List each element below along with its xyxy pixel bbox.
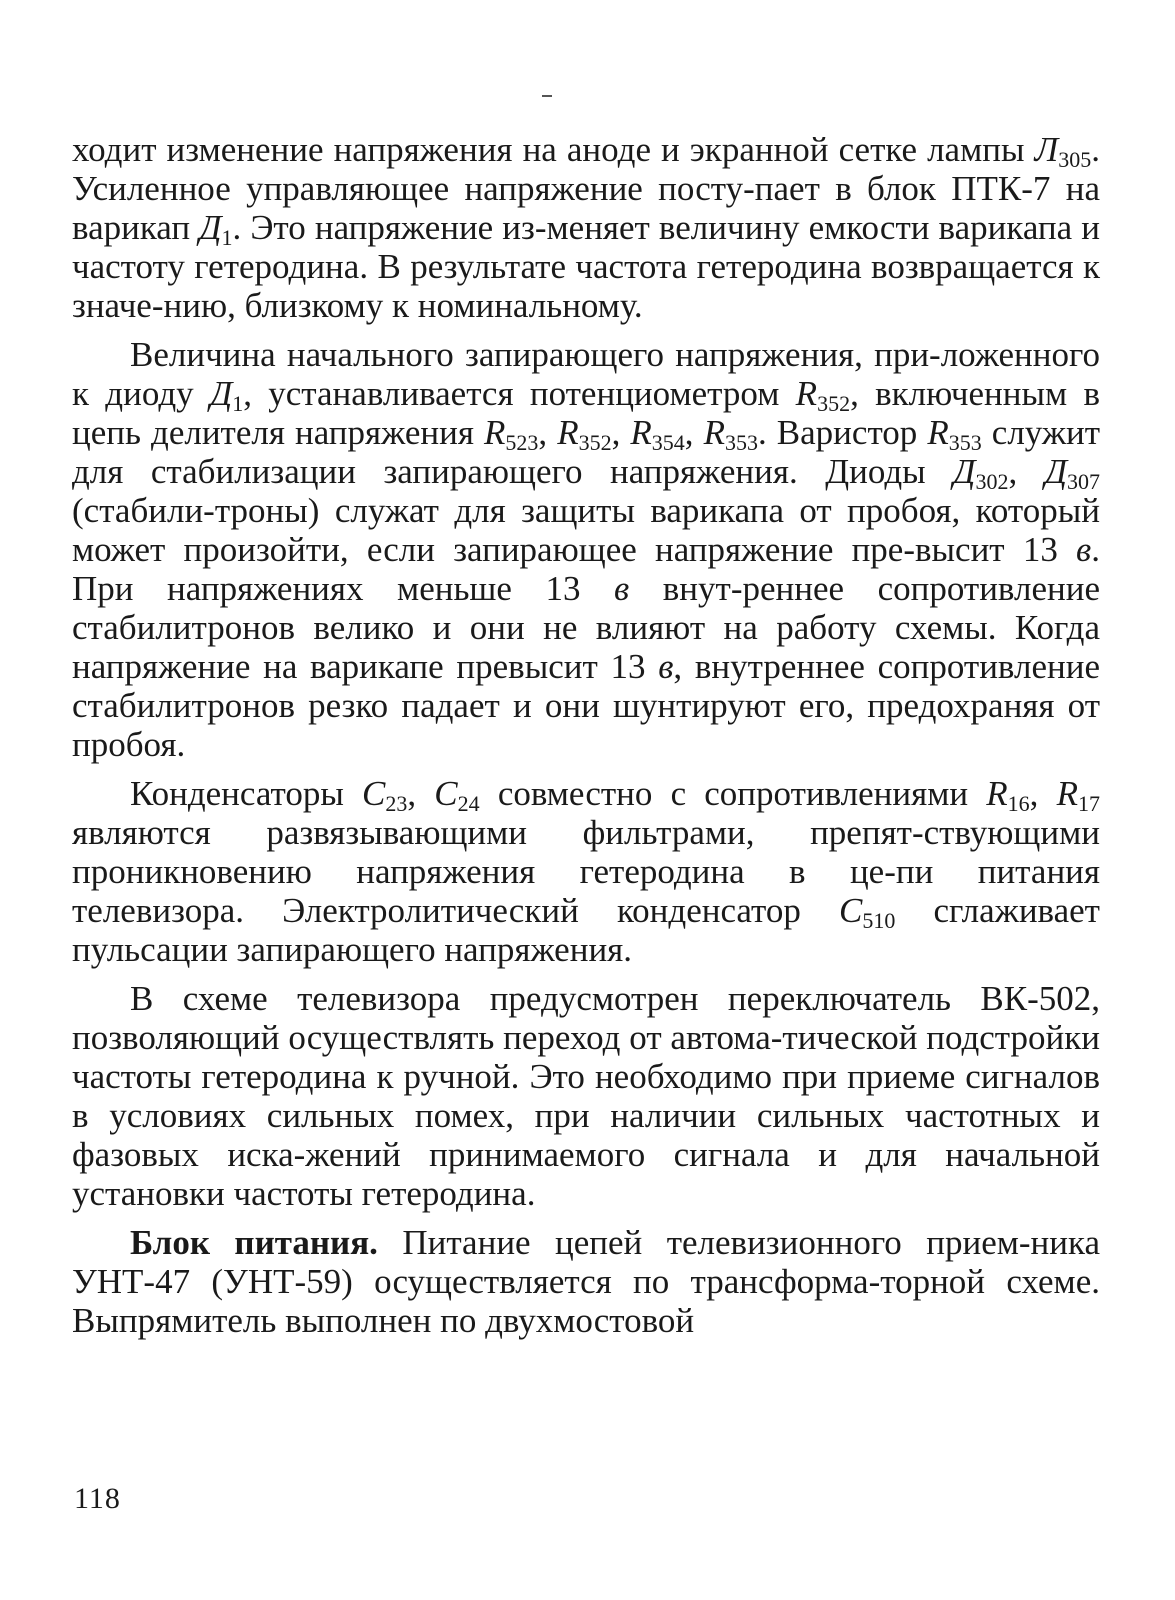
page-body [72,130,1100,1340]
scan-mark [542,95,552,97]
paragraph-5 [72,1223,1100,1340]
page-number: 118 [74,1482,121,1515]
paragraph-1: ходит изменение напряжения на аноде и экранной сетке лампы $Л_{305}$. Усиленное управляющее напряжение посту-​пает в блок ПТК-7 на варикап $Д_1$. Это напряжение из-​меняет величину емкости варикапа и частоту гетеродина. В результате частота гетеродина возвращается к значе-​нию, близкому к номинальному. [72,130,1101,325]
section-lead: Блок питания. [130,1223,378,1262]
paragraph-4: В схеме телевизора предусмотрен переключатель ВК-502, позволяющий осуществлять переход от автома-​тической подстройки частоты гетеродина к ручной. Это необходимо при приеме сигналов в условиях сильных помех, при наличии сильных частотных и фазовых иска-​жений принимаемого сигнала и для начальной установки частоты гетеродина. [72,979,1100,1213]
paragraph-2: Величина начального запирающего напряжения, при-​ложенного к диоду $Д_1$, устанавливается потенциометром $R_{352}$, включенным в цепь делителя напряжения $R_{523}$, $R_{352}$, $R_{354}$, $R_{353}$. Варистор $R_{353}$ служит для стабилизации запирающего напряжения. Диоды $Д_{302}$, $Д_{307}$ (стабили-​троны) служат для защиты варикапа от пробоя, который может произойти, если запирающее напряжение пре-​высит 13 в. При напряжениях меньше 13 в внут-​реннее сопротивление стабилитронов велико и они не влияют на работу схемы. Когда напряжение на варикапе превысит 13 в, внутреннее сопротивление стабилитронов резко падает и они шунтируют его, предохраняя от пробоя. [72,335,1101,764]
paragraph-5-text: Питание цепей телевизионного прием-​ника УНТ-47 (УНТ-59) осуществляется по трансформа-​торной схеме. Выпрямитель выполнен по двухмостовой [72,1223,1100,1340]
paragraph-3: Конденсаторы $C_{23}$, $C_{24}$ совместно с сопротивлениями $R_{16}$, $R_{17}$ являются развязывающими фильтрами, препят-​ствующими проникновению напряжения гетеродина в це-​пи питания телевизора. Электролитический конденсатор $C_{510}$ сглаживает пульсации запирающего напряжения. [72,774,1100,969]
